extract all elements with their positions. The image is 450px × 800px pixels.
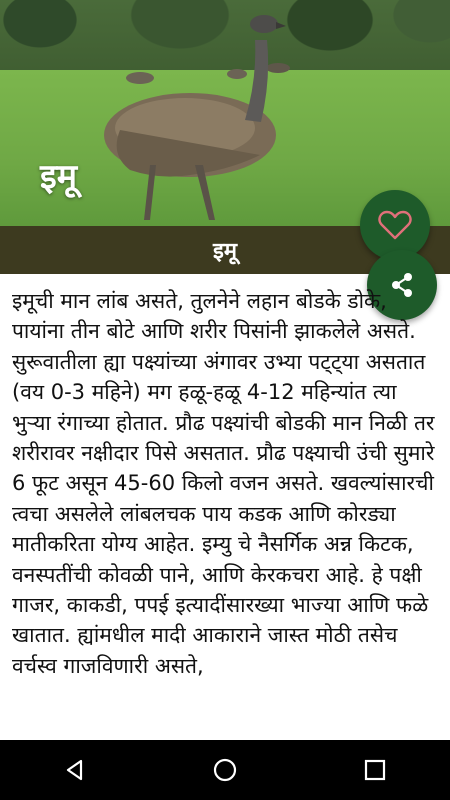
article-text: इमूची मान लांब असते, तुलनेने लहान बोडके डोके, पायांना तीन बोटे आणि शरीर पिसांनी झाकलेले असते. सुरूवातीला ह्या पक्ष्यांच्या अंगावर उभ्या पट्ट्या असतात (वय 0-3 महिने) मग हळू-हळू 4-12 महिन्यांत त्या भुऱ्या रंगाच्या होतात. प्रौढ पक्ष्यांची बोडकी मान निळी तर शरीरावर नक्षीदार पिसे असतात. प्रौढ पक्ष्याची उंची सुमारे 6 फूट असून 45-60 किलो वजन असते. खवल्यांसारची त्वचा असलेले लांबलचक पाय कडक आणि कोरड्या मातीकरिता योग्य आहेत. इम्यु चे नैसर्गिक अन्न किटक, वनस्पतींची कोवळी पाने, आणि केरकचरा आहे. हे पक्षी गाजर, काकडी, पपई इत्यादींसारख्या भाज्या आणि फळे खातात. ह्यांमधील मादी आकाराने जास्त मोठी तसेच वर्चस्व गाजविणारी असते,: [12, 289, 435, 678]
favorite-button[interactable]: [360, 190, 430, 260]
system-nav-bar: [0, 740, 450, 800]
page-title: इमू: [213, 239, 237, 264]
recents-square-icon: [364, 759, 386, 781]
nav-home-button[interactable]: [195, 740, 255, 800]
home-circle-icon: [212, 757, 238, 783]
hero-caption: इमू: [40, 157, 78, 197]
nav-recents-button[interactable]: [345, 740, 405, 800]
back-triangle-icon: [63, 758, 87, 782]
nav-back-button[interactable]: [45, 740, 105, 800]
heart-outline-icon: [378, 210, 412, 240]
